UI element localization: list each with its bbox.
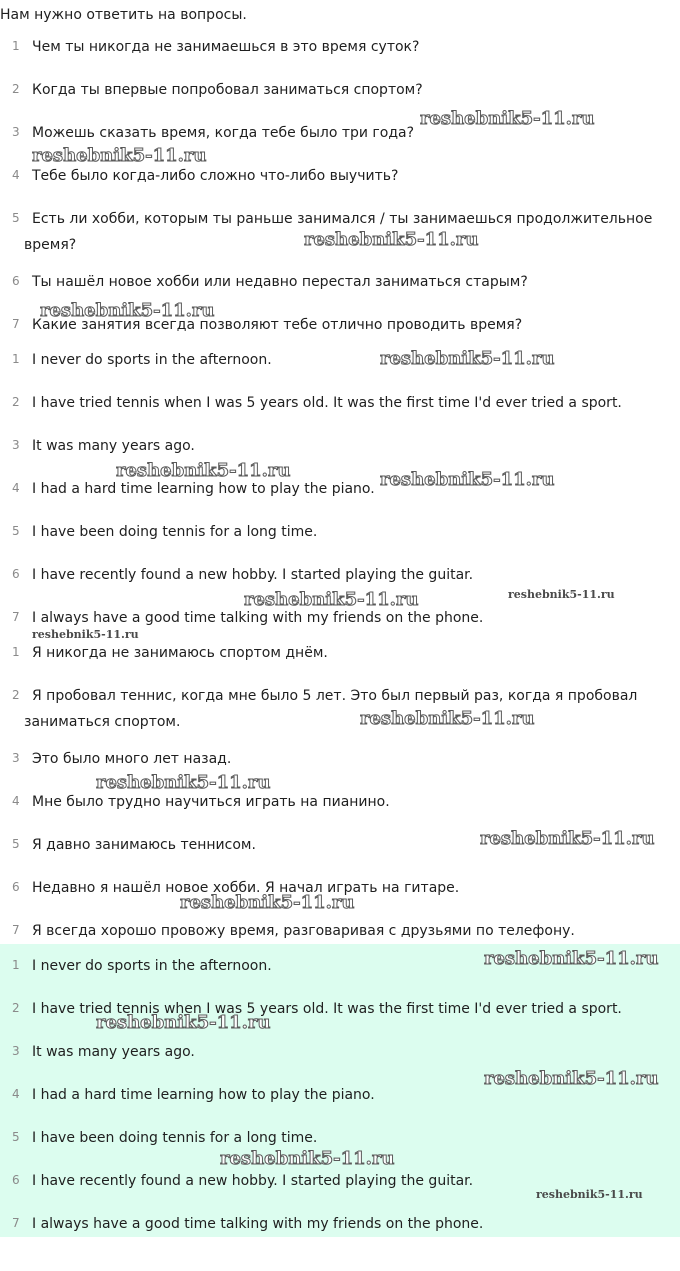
intro-text: Нам нужно ответить на вопросы. bbox=[0, 7, 247, 23]
item-text: I always have a good time talking with my friends on the phone. bbox=[32, 1216, 484, 1232]
item-text: I always have a good time talking with my friends on the phone. bbox=[32, 610, 484, 626]
item-text: Я пробовал теннис, когда мне было 5 лет. Это был первый раз, когда я пробовал bbox=[32, 688, 638, 704]
item-text: Это было много лет назад. bbox=[32, 751, 232, 767]
watermark: reshebnik5-11.ru bbox=[360, 708, 535, 729]
item-text: I have tried tennis when I was 5 years old. It was the first time I'd ever tried a sport. bbox=[32, 1001, 622, 1017]
list-item bbox=[0, 1213, 680, 1237]
item-text: It was many years ago. bbox=[32, 438, 195, 454]
item-number: 1 bbox=[12, 352, 20, 366]
item-text: I had a hard time learning how to play the piano. bbox=[32, 1087, 375, 1103]
watermark: reshebnik5-11.ru bbox=[420, 108, 595, 129]
item-text: I never do sports in the afternoon. bbox=[32, 958, 272, 974]
item-number: 2 bbox=[12, 688, 20, 702]
list-item bbox=[0, 478, 680, 502]
list-item bbox=[0, 834, 680, 858]
watermark: reshebnik5-11.ru bbox=[304, 229, 479, 250]
list-item bbox=[0, 349, 680, 373]
watermark: reshebnik5-11.ru bbox=[32, 628, 139, 641]
list-item bbox=[0, 165, 680, 189]
item-text: Недавно я нашёл новое хобби. Я начал играть на гитаре. bbox=[32, 880, 460, 896]
list-item bbox=[0, 877, 680, 901]
watermark: reshebnik5-11.ru bbox=[484, 1068, 659, 1089]
item-text: I have tried tennis when I was 5 years old. It was the first time I'd ever tried a sport. bbox=[32, 395, 622, 411]
list-item bbox=[0, 1041, 680, 1065]
item-text: Тебе было когда-либо сложно что-либо выучить? bbox=[32, 168, 399, 184]
list-item bbox=[0, 1127, 680, 1151]
watermark: reshebnik5-11.ru bbox=[508, 588, 615, 601]
item-text: Я всегда хорошо провожу время, разговаривая с друзьями по телефону. bbox=[32, 923, 575, 939]
watermark: reshebnik5-11.ru bbox=[480, 828, 655, 849]
item-text: I never do sports in the afternoon. bbox=[32, 352, 272, 368]
item-number: 4 bbox=[12, 481, 20, 495]
watermark: reshebnik5-11.ru bbox=[116, 460, 291, 481]
item-number: 4 bbox=[12, 794, 20, 808]
item-number: 7 bbox=[12, 610, 20, 624]
watermark: reshebnik5-11.ru bbox=[40, 300, 215, 321]
list-item bbox=[0, 79, 680, 103]
item-text: I have recently found a new hobby. I started playing the guitar. bbox=[32, 567, 474, 583]
list-item bbox=[0, 1084, 680, 1108]
watermark: reshebnik5-11.ru bbox=[96, 1012, 271, 1033]
watermark: reshebnik5-11.ru bbox=[244, 589, 419, 610]
item-number: 5 bbox=[12, 524, 20, 538]
item-number: 3 bbox=[12, 125, 20, 139]
list-item bbox=[0, 435, 680, 459]
watermark: reshebnik5-11.ru bbox=[96, 772, 271, 793]
item-text: Я давно занимаюсь теннисом. bbox=[32, 837, 256, 853]
item-text-continued: время? bbox=[24, 237, 77, 253]
item-text: It was many years ago. bbox=[32, 1044, 195, 1060]
item-text-continued: заниматься спортом. bbox=[24, 714, 181, 730]
item-number: 6 bbox=[12, 1173, 20, 1187]
list-item bbox=[0, 521, 680, 545]
item-text: Какие занятия всегда позволяют тебе отлично проводить время? bbox=[32, 317, 523, 333]
list-item bbox=[0, 314, 680, 338]
item-number: 5 bbox=[12, 1130, 20, 1144]
list-item bbox=[0, 748, 680, 772]
item-text: Чем ты никогда не занимаешься в это время суток? bbox=[32, 39, 420, 55]
item-number: 2 bbox=[12, 395, 20, 409]
item-number: 5 bbox=[12, 837, 20, 851]
item-number: 7 bbox=[12, 1216, 20, 1230]
item-text: I have been doing tennis for a long time. bbox=[32, 1130, 318, 1146]
list-item bbox=[0, 998, 680, 1022]
item-text: Мне было трудно научиться играть на пианино. bbox=[32, 794, 390, 810]
list-item bbox=[0, 791, 680, 815]
item-number: 7 bbox=[12, 317, 20, 331]
item-text: Можешь сказать время, когда тебе было три года? bbox=[32, 125, 415, 141]
item-number: 3 bbox=[12, 751, 20, 765]
list-item bbox=[0, 392, 680, 416]
list-item bbox=[0, 1170, 680, 1194]
item-text: Я никогда не занимаюсь спортом днём. bbox=[32, 645, 328, 661]
item-number: 2 bbox=[12, 1001, 20, 1015]
item-number: 7 bbox=[12, 923, 20, 937]
list-item bbox=[0, 271, 680, 295]
item-number: 4 bbox=[12, 1087, 20, 1101]
watermark: reshebnik5-11.ru bbox=[32, 145, 207, 166]
list-item bbox=[0, 122, 680, 146]
list-item bbox=[0, 607, 680, 631]
item-text: Есть ли хобби, которым ты раньше занимался / ты занимаешься продолжительное bbox=[32, 211, 653, 227]
list-item bbox=[0, 36, 680, 60]
item-number: 4 bbox=[12, 168, 20, 182]
watermark: reshebnik5-11.ru bbox=[380, 469, 555, 490]
item-text: I have been doing tennis for a long time. bbox=[32, 524, 318, 540]
item-number: 2 bbox=[12, 82, 20, 96]
item-text: I have recently found a new hobby. I started playing the guitar. bbox=[32, 1173, 474, 1189]
item-number: 6 bbox=[12, 567, 20, 581]
item-number: 6 bbox=[12, 880, 20, 894]
list-item bbox=[0, 642, 680, 666]
item-number: 1 bbox=[12, 958, 20, 972]
watermark: reshebnik5-11.ru bbox=[220, 1148, 395, 1169]
watermark: reshebnik5-11.ru bbox=[180, 892, 355, 913]
watermark: reshebnik5-11.ru bbox=[380, 348, 555, 369]
watermark: reshebnik5-11.ru bbox=[484, 948, 659, 969]
item-number: 1 bbox=[12, 39, 20, 53]
item-number: 6 bbox=[12, 274, 20, 288]
item-text: I had a hard time learning how to play the piano. bbox=[32, 481, 375, 497]
item-number: 5 bbox=[12, 211, 20, 225]
list-item bbox=[0, 920, 680, 944]
watermark: reshebnik5-11.ru bbox=[536, 1188, 643, 1201]
list-item bbox=[0, 564, 680, 588]
item-text: Когда ты впервые попробовал заниматься спортом? bbox=[32, 82, 423, 98]
list-item bbox=[0, 955, 680, 979]
item-text: Ты нашёл новое хобби или недавно перестал заниматься старым? bbox=[32, 274, 528, 290]
item-number: 1 bbox=[12, 645, 20, 659]
item-number: 3 bbox=[12, 1044, 20, 1058]
item-number: 3 bbox=[12, 438, 20, 452]
